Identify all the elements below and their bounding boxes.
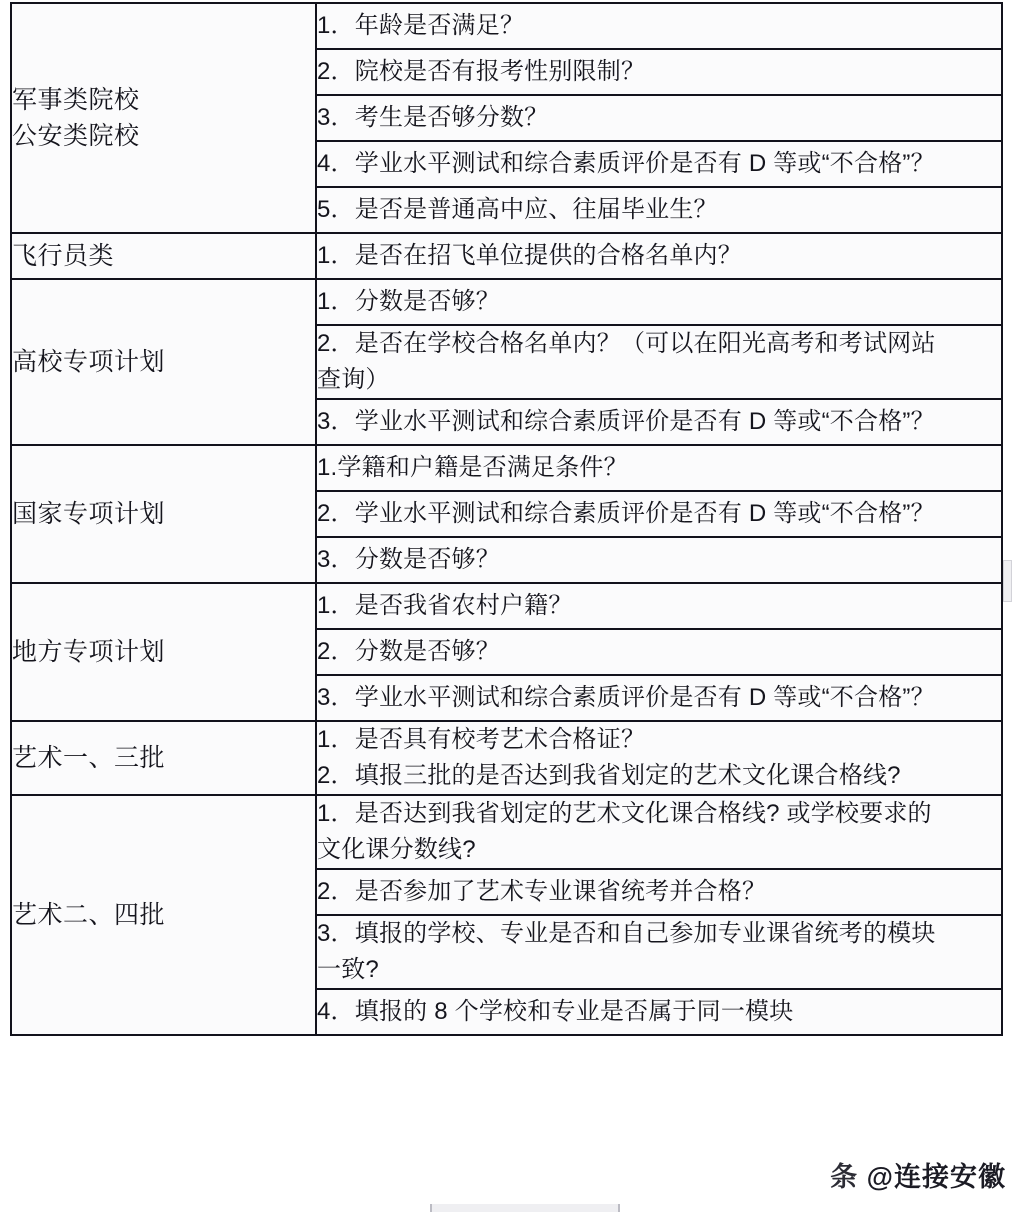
question-text-line: 1．是否我省农村户籍？ — [317, 592, 573, 619]
question-text-line: 1.学籍和户籍是否满足条件？ — [317, 454, 628, 481]
question-text-line: 1．年龄是否满足？ — [317, 12, 525, 39]
question-text-line: 4．填报的 8 个学校和专业是否属于同一模块 — [317, 998, 794, 1025]
category-label: 艺术二、四批 — [12, 900, 166, 929]
category-label: 地方专项计划 — [12, 637, 166, 666]
question-text-line: 5．是否是普通高中应、往届毕业生？ — [317, 196, 718, 223]
table-row — [11, 279, 1002, 325]
category-label: 国家专项计划 — [12, 499, 166, 528]
category-label: 高校专项计划 — [12, 347, 166, 376]
watermark-handle: @连接安徽 — [866, 1162, 1006, 1192]
question-cell — [316, 399, 1002, 445]
question-cell — [316, 187, 1002, 233]
category-label: 艺术一、三批 — [12, 743, 166, 772]
requirements-table — [10, 2, 1003, 1036]
category-cell — [11, 233, 316, 279]
table-row — [11, 795, 1002, 869]
table-row — [11, 3, 1002, 49]
question-text-line: 一致? — [317, 956, 379, 983]
question-text-line: 2．学业水平测试和综合素质评价是否有 D 等或“不合格”？ — [317, 500, 935, 527]
question-cell — [316, 675, 1002, 721]
question-cell — [316, 583, 1002, 629]
question-text-line: 文化课分数线? — [317, 836, 476, 863]
question-text-line: 4．学业水平测试和综合素质评价是否有 D 等或“不合格”？ — [317, 150, 935, 177]
question-text-line: 1．是否达到我省划定的艺术文化课合格线? 或学校要求的 — [317, 800, 932, 827]
question-cell — [316, 445, 1002, 491]
question-cell — [316, 325, 1002, 399]
category-cell — [11, 445, 316, 583]
question-cell — [316, 3, 1002, 49]
question-cell — [316, 95, 1002, 141]
question-text-line: 3．学业水平测试和综合素质评价是否有 D 等或“不合格”？ — [317, 408, 935, 435]
scroll-artifact-right — [1003, 560, 1012, 602]
question-text-line: 查询） — [317, 366, 390, 393]
scroll-artifact-bottom — [430, 1204, 620, 1212]
category-cell — [11, 721, 316, 795]
category-cell — [11, 3, 316, 233]
requirements-table-body — [11, 3, 1002, 1035]
question-text-line: 2．填报三批的是否达到我省划定的艺术文化课合格线? — [317, 762, 901, 789]
question-text-line: 3．考生是否够分数？ — [317, 104, 549, 131]
question-text-line: 3．填报的学校、专业是否和自己参加专业课省统考的模块 — [317, 920, 936, 947]
question-text-line: 2．院校是否有报考性别限制？ — [317, 58, 646, 85]
question-cell — [316, 233, 1002, 279]
question-text-line: 1．是否在招飞单位提供的合格名单内？ — [317, 242, 742, 269]
question-cell — [316, 279, 1002, 325]
question-text-line: 3．分数是否够？ — [317, 546, 500, 573]
question-text-line: 1．是否具有校考艺术合格证？ — [317, 726, 646, 753]
question-cell — [316, 989, 1002, 1035]
question-cell — [316, 491, 1002, 537]
requirements-table-wrapper — [10, 2, 1003, 1209]
category-cell — [11, 279, 316, 445]
question-text-line: 3．学业水平测试和综合素质评价是否有 D 等或“不合格”？ — [317, 684, 935, 711]
question-text-line: 1．分数是否够？ — [317, 288, 500, 315]
table-row — [11, 583, 1002, 629]
table-row — [11, 721, 1002, 795]
question-cell — [316, 49, 1002, 95]
table-row — [11, 445, 1002, 491]
question-cell — [316, 629, 1002, 675]
question-cell — [316, 721, 1002, 795]
question-cell — [316, 795, 1002, 869]
category-label: 公安类院校 — [12, 122, 140, 150]
category-cell — [11, 795, 316, 1035]
category-label: 军事类院校 — [12, 85, 140, 114]
question-text-line: 2．分数是否够？ — [317, 638, 500, 665]
table-row — [11, 233, 1002, 279]
category-label: 飞行员类 — [12, 241, 115, 270]
question-cell — [316, 915, 1002, 989]
question-cell — [316, 537, 1002, 583]
question-cell — [316, 141, 1002, 187]
category-cell — [11, 583, 316, 721]
question-text-line: 2．是否参加了艺术专业课省统考并合格？ — [317, 878, 767, 905]
watermark-partial-text: 条 — [830, 1162, 859, 1192]
question-cell — [316, 869, 1002, 915]
question-text-line: 2．是否在学校合格名单内？（可以在阳光高考和考试网站 — [317, 330, 936, 357]
